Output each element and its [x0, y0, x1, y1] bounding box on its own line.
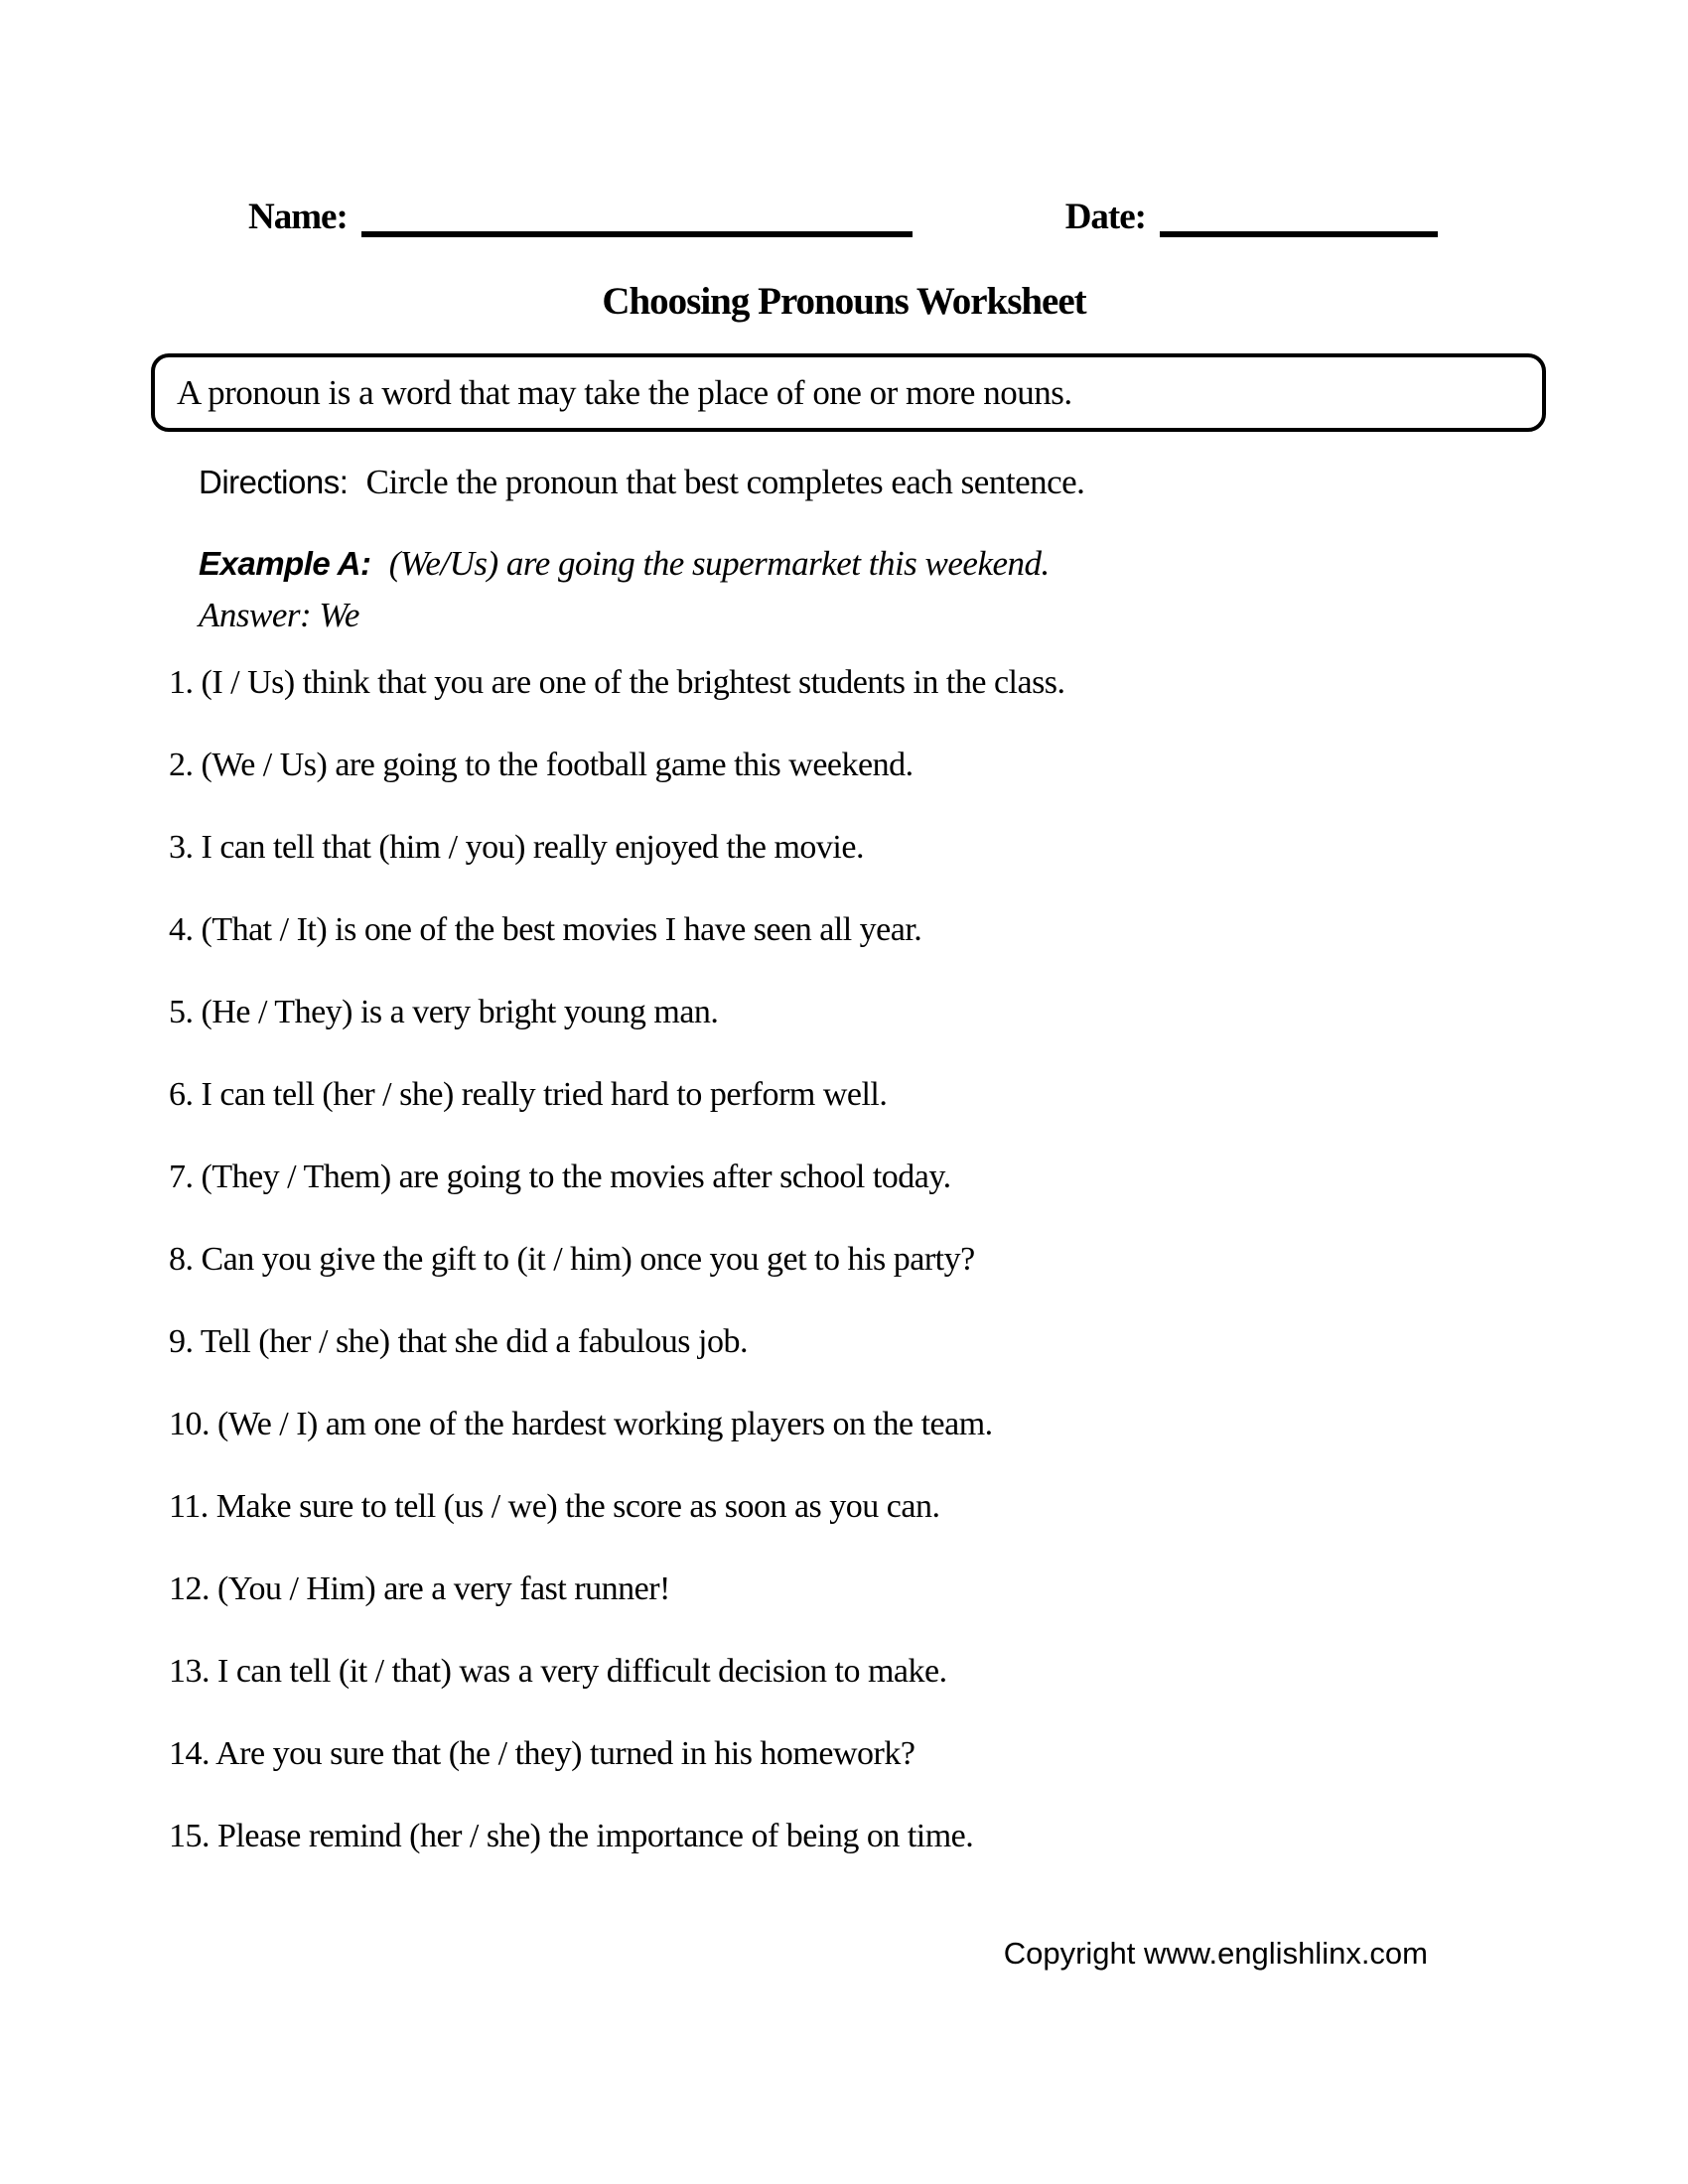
sentence-list — [169, 661, 1569, 1897]
worksheet-item-11: 11. Make sure to tell (us / we) the score as soon as you can. — [169, 1488, 940, 1525]
example-sentence — [199, 542, 1050, 586]
date-field-group — [1065, 195, 1438, 240]
copyright-text: Copyright www.englishlinx.com — [1003, 1936, 1428, 1971]
example-label: Example A: — [199, 545, 371, 582]
header-row — [248, 195, 1438, 240]
worksheet-item-7: 7. (They / Them) are going to the movies after school today. — [169, 1159, 951, 1195]
date-blank-line — [1160, 231, 1438, 237]
worksheet-item-13: 13. I can tell (it / that) was a very difficult decision to make. — [169, 1653, 947, 1690]
worksheet-item-4: 4. (That / It) is one of the best movies I have seen all year. — [169, 911, 922, 948]
directions-text: Circle the pronoun that best completes each sentence. — [365, 463, 1085, 501]
name-label: Name: — [248, 197, 348, 237]
date-label: Date: — [1064, 197, 1146, 237]
worksheet-item-10: 10. (We / I) am one of the hardest working players on the team. — [169, 1406, 993, 1442]
name-blank-line — [361, 231, 913, 237]
worksheet-item-15: 15. Please remind (her / she) the importance of being on time. — [169, 1818, 974, 1854]
page-title: Choosing Pronouns Worksheet — [602, 280, 1086, 323]
worksheet-item-8: 8. Can you give the gift to (it / him) once you get to his party? — [169, 1241, 975, 1278]
worksheet-item-6: 6. I can tell (her / she) really tried hard to perform well. — [169, 1076, 888, 1113]
definition-box — [151, 353, 1546, 432]
worksheet-item-3: 3. I can tell that (him / you) really enjoyed the movie. — [169, 829, 864, 866]
worksheet-item-14: 14. Are you sure that (he / they) turned in his homework? — [169, 1735, 915, 1772]
example-text: (We/Us) are going the supermarket this weekend. — [388, 544, 1050, 583]
worksheet-item-12: 12. (You / Him) are a very fast runner! — [169, 1570, 670, 1607]
example-block — [199, 542, 1050, 637]
worksheet-item-9: 9. Tell (her / she) that she did a fabulous job. — [169, 1323, 748, 1360]
directions — [199, 463, 1084, 502]
directions-label: Directions: — [199, 464, 349, 500]
worksheet-item-1: 1. (I / Us) think that you are one of the brightest students in the class. — [169, 664, 1065, 701]
name-field-group — [248, 195, 913, 240]
worksheet-item-5: 5. (He / They) is a very bright young man. — [169, 994, 719, 1030]
example-answer: Answer: We — [199, 596, 359, 634]
worksheet-item-2: 2. (We / Us) are going to the football game this weekend. — [169, 747, 914, 783]
definition-text: A pronoun is a word that may take the place of one or more nouns. — [177, 372, 1072, 412]
